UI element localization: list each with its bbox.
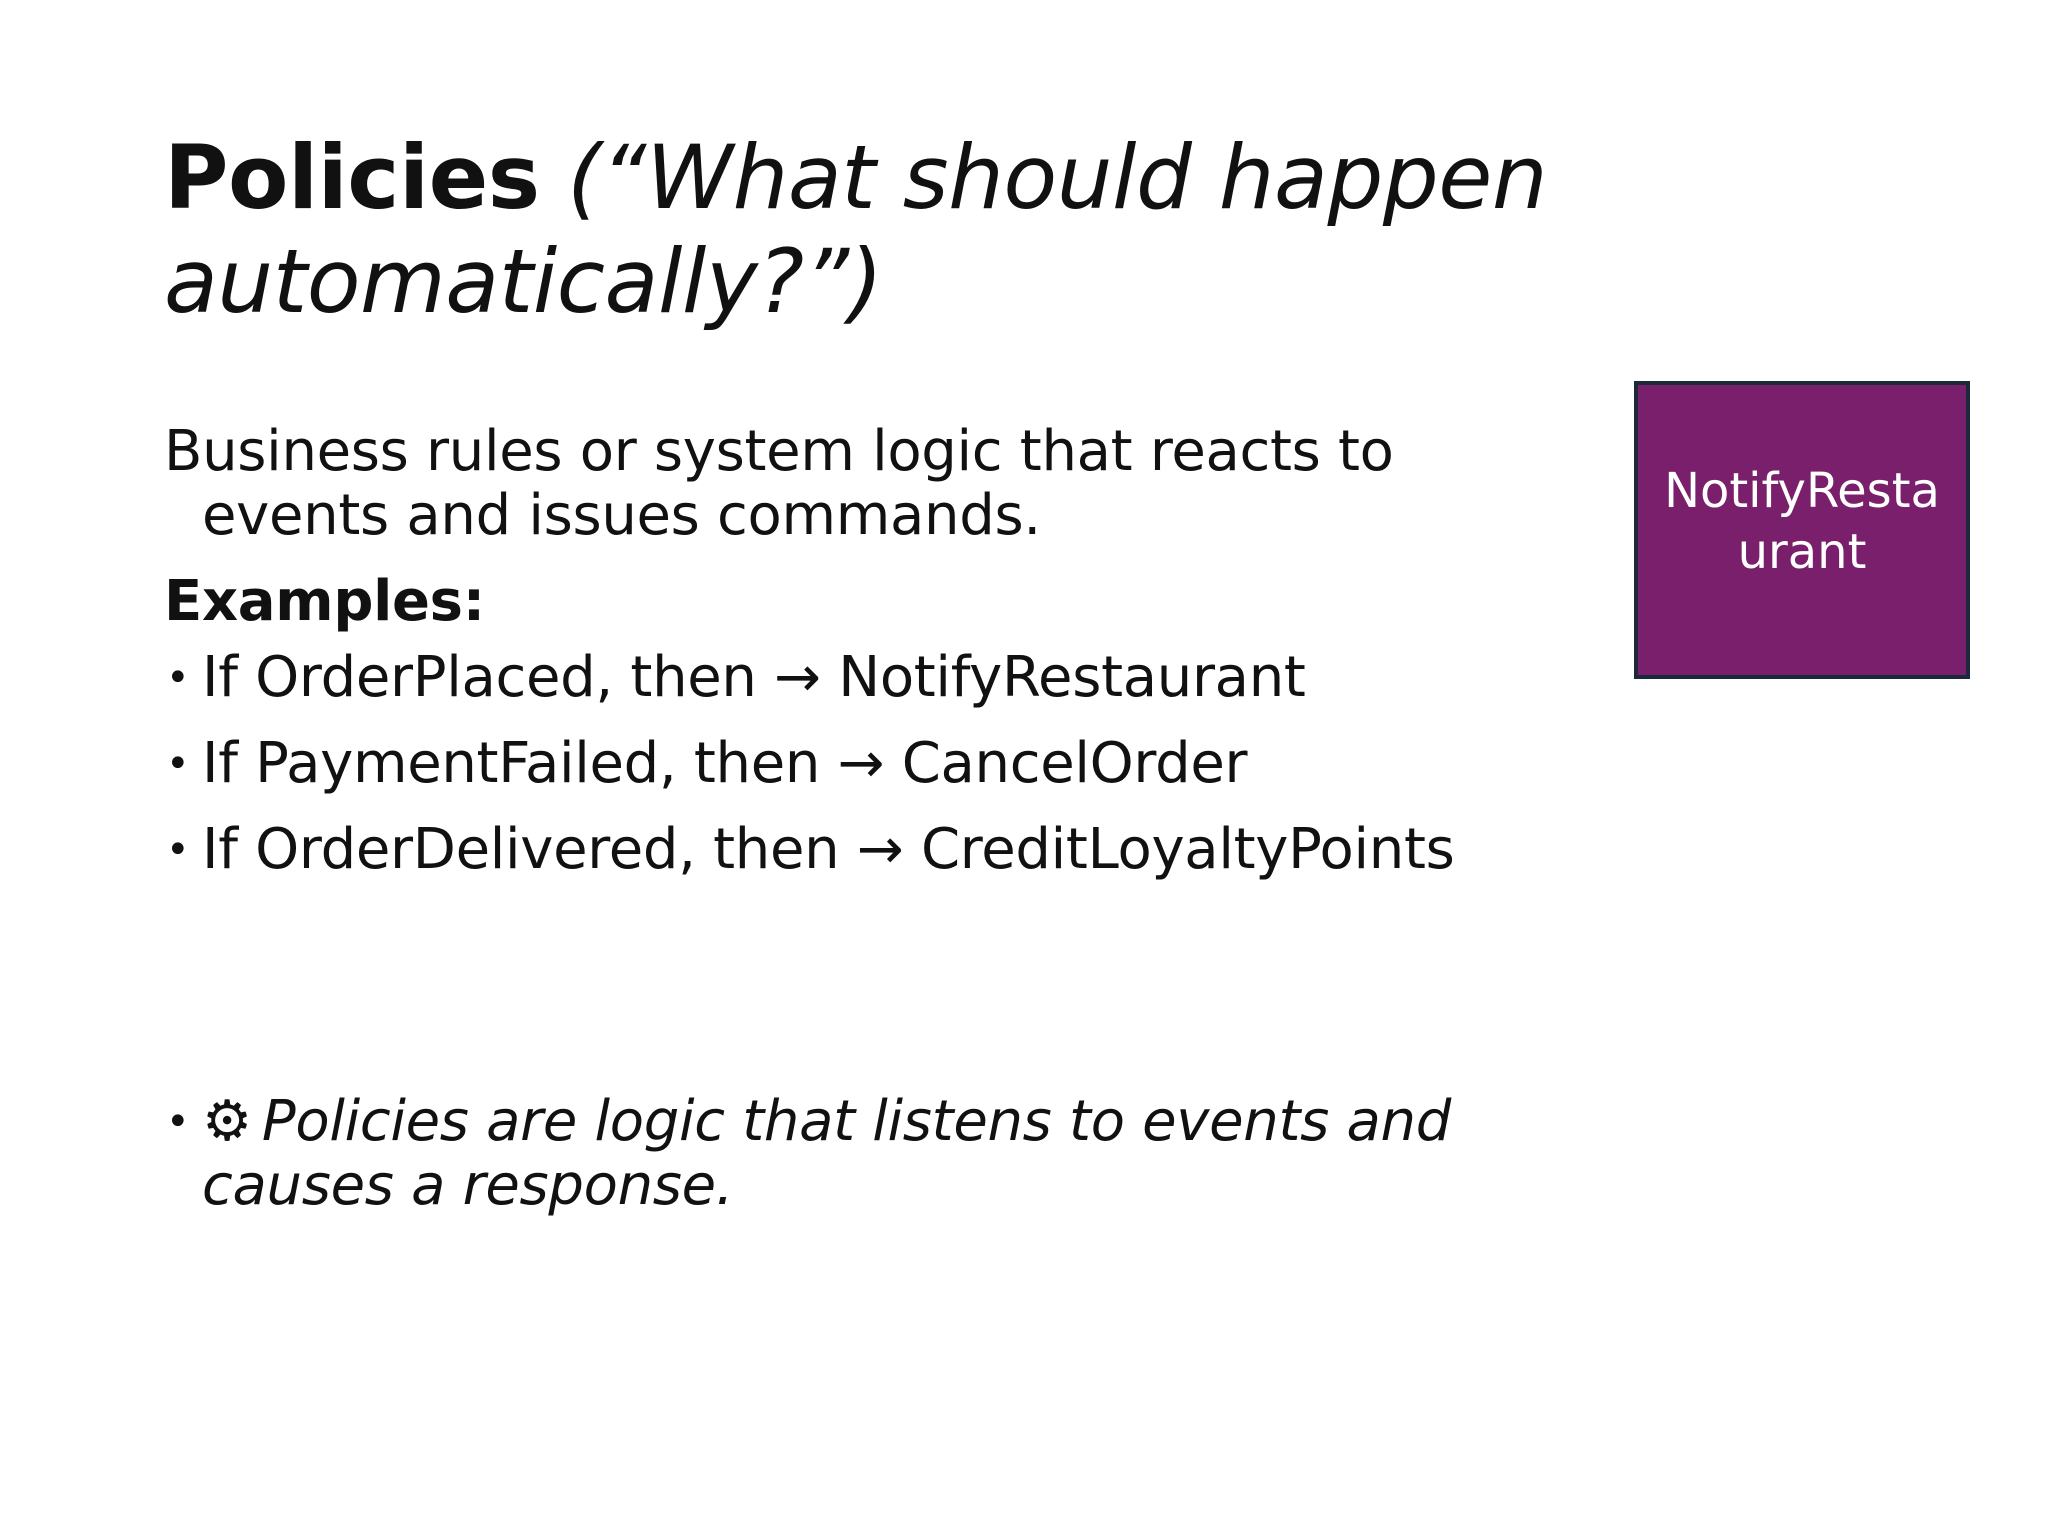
list-item-text: If PaymentFailed, then → CancelOrder — [202, 731, 1248, 796]
bullet-icon: • — [166, 741, 190, 787]
bullet-icon: • — [166, 655, 190, 701]
list-item — [164, 732, 1564, 796]
list-item — [164, 818, 1564, 882]
intro-text: Business rules or system logic that reacts to events and issues commands. — [164, 419, 1394, 548]
bullet-icon: • — [166, 1099, 190, 1145]
note-text: Policies are logic that listens to events and causes a response. — [202, 1089, 1451, 1218]
list-item — [164, 646, 1564, 710]
list-item-text: If OrderDelivered, then → CreditLoyaltyPoints — [202, 817, 1455, 882]
bullet-icon: • — [166, 827, 190, 873]
title-strong: Policies — [164, 126, 540, 229]
list-item-text: If OrderPlaced, then → NotifyRestaurant — [202, 645, 1306, 710]
sticky-label: NotifyRestaurant — [1664, 463, 1940, 580]
title-italic: (“What should happen automatically?”) — [164, 126, 1548, 333]
slide-title — [164, 126, 1564, 334]
examples-list — [164, 646, 1564, 882]
note-list — [164, 1090, 1464, 1218]
slide-body — [164, 420, 1564, 904]
policy-sticky-note — [1634, 381, 1970, 679]
note-item — [164, 1090, 1464, 1218]
examples-label: Examples: — [164, 569, 485, 634]
gear-icon: ⚙ — [202, 1089, 252, 1154]
